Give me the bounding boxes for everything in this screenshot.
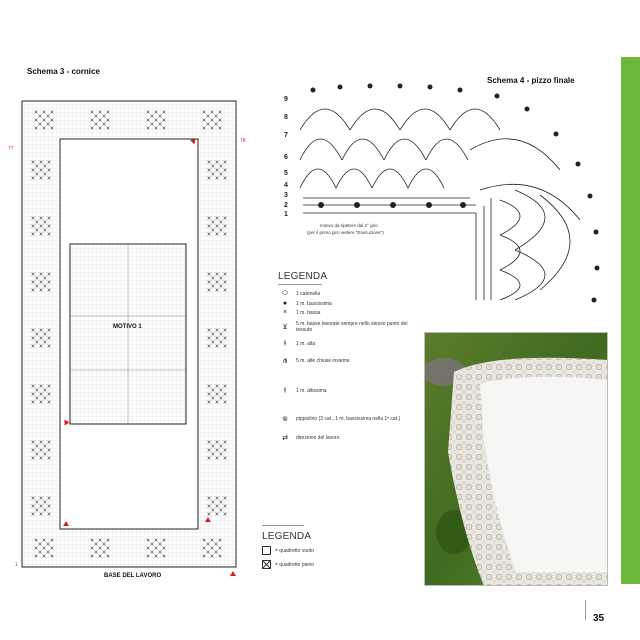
legend-1-label: 1 m. altissima	[296, 388, 327, 394]
legend-1-divider	[278, 284, 322, 285]
page-number-divider	[585, 600, 586, 620]
round-number: 4	[284, 182, 288, 189]
slip-stitch-icon: ●	[282, 300, 288, 307]
legend-2-label: = quadretto pieno	[275, 561, 315, 568]
round-number: 2	[284, 202, 288, 209]
round-number: 3	[284, 192, 288, 199]
legend-2-label: = quadretto vuoto	[275, 547, 315, 554]
lace-photo	[424, 332, 608, 586]
direction-arrows-icon: ⇄	[282, 435, 288, 442]
round-number: 9	[284, 96, 288, 103]
triple-crochet-icon: ⫲	[283, 387, 287, 394]
repeat-note-2: (per il primo giro vedere "Esecuzione")	[307, 230, 384, 235]
round-number: 8	[284, 114, 288, 121]
legend-1-label: 1 m. bassa	[296, 309, 321, 316]
schema3-title: Schema 3 - cornice	[27, 67, 100, 76]
legend-2-divider	[262, 525, 304, 526]
legend-1-item	[278, 434, 418, 442]
legend-1-label: direzione del lavoro	[296, 435, 340, 441]
round-number: 1	[284, 211, 288, 218]
picot-icon: ⊚	[282, 416, 288, 423]
single-crochet-icon: ×	[282, 309, 288, 316]
spike-stitch-icon: ⊻	[282, 324, 288, 331]
repeat-note-1: motivo da ripetere dal 2° giro	[320, 223, 378, 228]
legend-2-item	[262, 560, 314, 569]
cluster-icon: ⋔	[282, 358, 288, 365]
legend-1-item	[278, 387, 418, 395]
round-number: 5	[284, 170, 288, 177]
schema4-title: Schema 4 - pizzo finale	[487, 76, 575, 85]
motif-label: MOTIVO 1	[113, 324, 142, 330]
base-label: BASE DEL LAVORO	[104, 573, 162, 579]
legend-1-item	[278, 290, 418, 298]
legend-2-title: LEGENDA	[262, 531, 312, 542]
row-label-right: 78	[240, 138, 246, 144]
legend-1-label: 5 m. alte chiuse insieme	[296, 358, 350, 364]
legend-1-item	[278, 300, 418, 307]
page-number: 35	[593, 613, 605, 624]
empty-square-icon	[262, 546, 271, 555]
round-number: 7	[284, 132, 288, 139]
legend-1-title: LEGENDA	[278, 271, 328, 282]
legend-1-item	[278, 309, 418, 316]
row-label-left: 77	[8, 146, 14, 152]
round-number: 6	[284, 154, 288, 161]
legend-1-label: pippiolino (3 cat., 1 m. bassissima nella 1ª cat.)	[296, 416, 401, 422]
filled-square-icon	[262, 560, 271, 569]
double-crochet-icon: ⫳	[283, 340, 287, 347]
legend-2-item	[262, 546, 314, 555]
green-side-bar	[621, 57, 640, 584]
legend-1-label: 1 catenella	[296, 291, 321, 297]
legend-1-label: 1 m. bassissima	[296, 300, 332, 307]
legend-1-label: 5 m. basse lavorate sempre nello stesso punto del tessuto	[296, 321, 408, 333]
legend-1-label: 1 m. alta	[296, 341, 316, 347]
legend-1-item	[278, 340, 418, 348]
legend-1-item	[278, 357, 418, 365]
legend-1-item	[278, 415, 418, 423]
chain-oval-icon: ⬭	[282, 290, 288, 297]
legend-1-item	[278, 321, 418, 333]
corner-label: 1	[15, 562, 18, 568]
